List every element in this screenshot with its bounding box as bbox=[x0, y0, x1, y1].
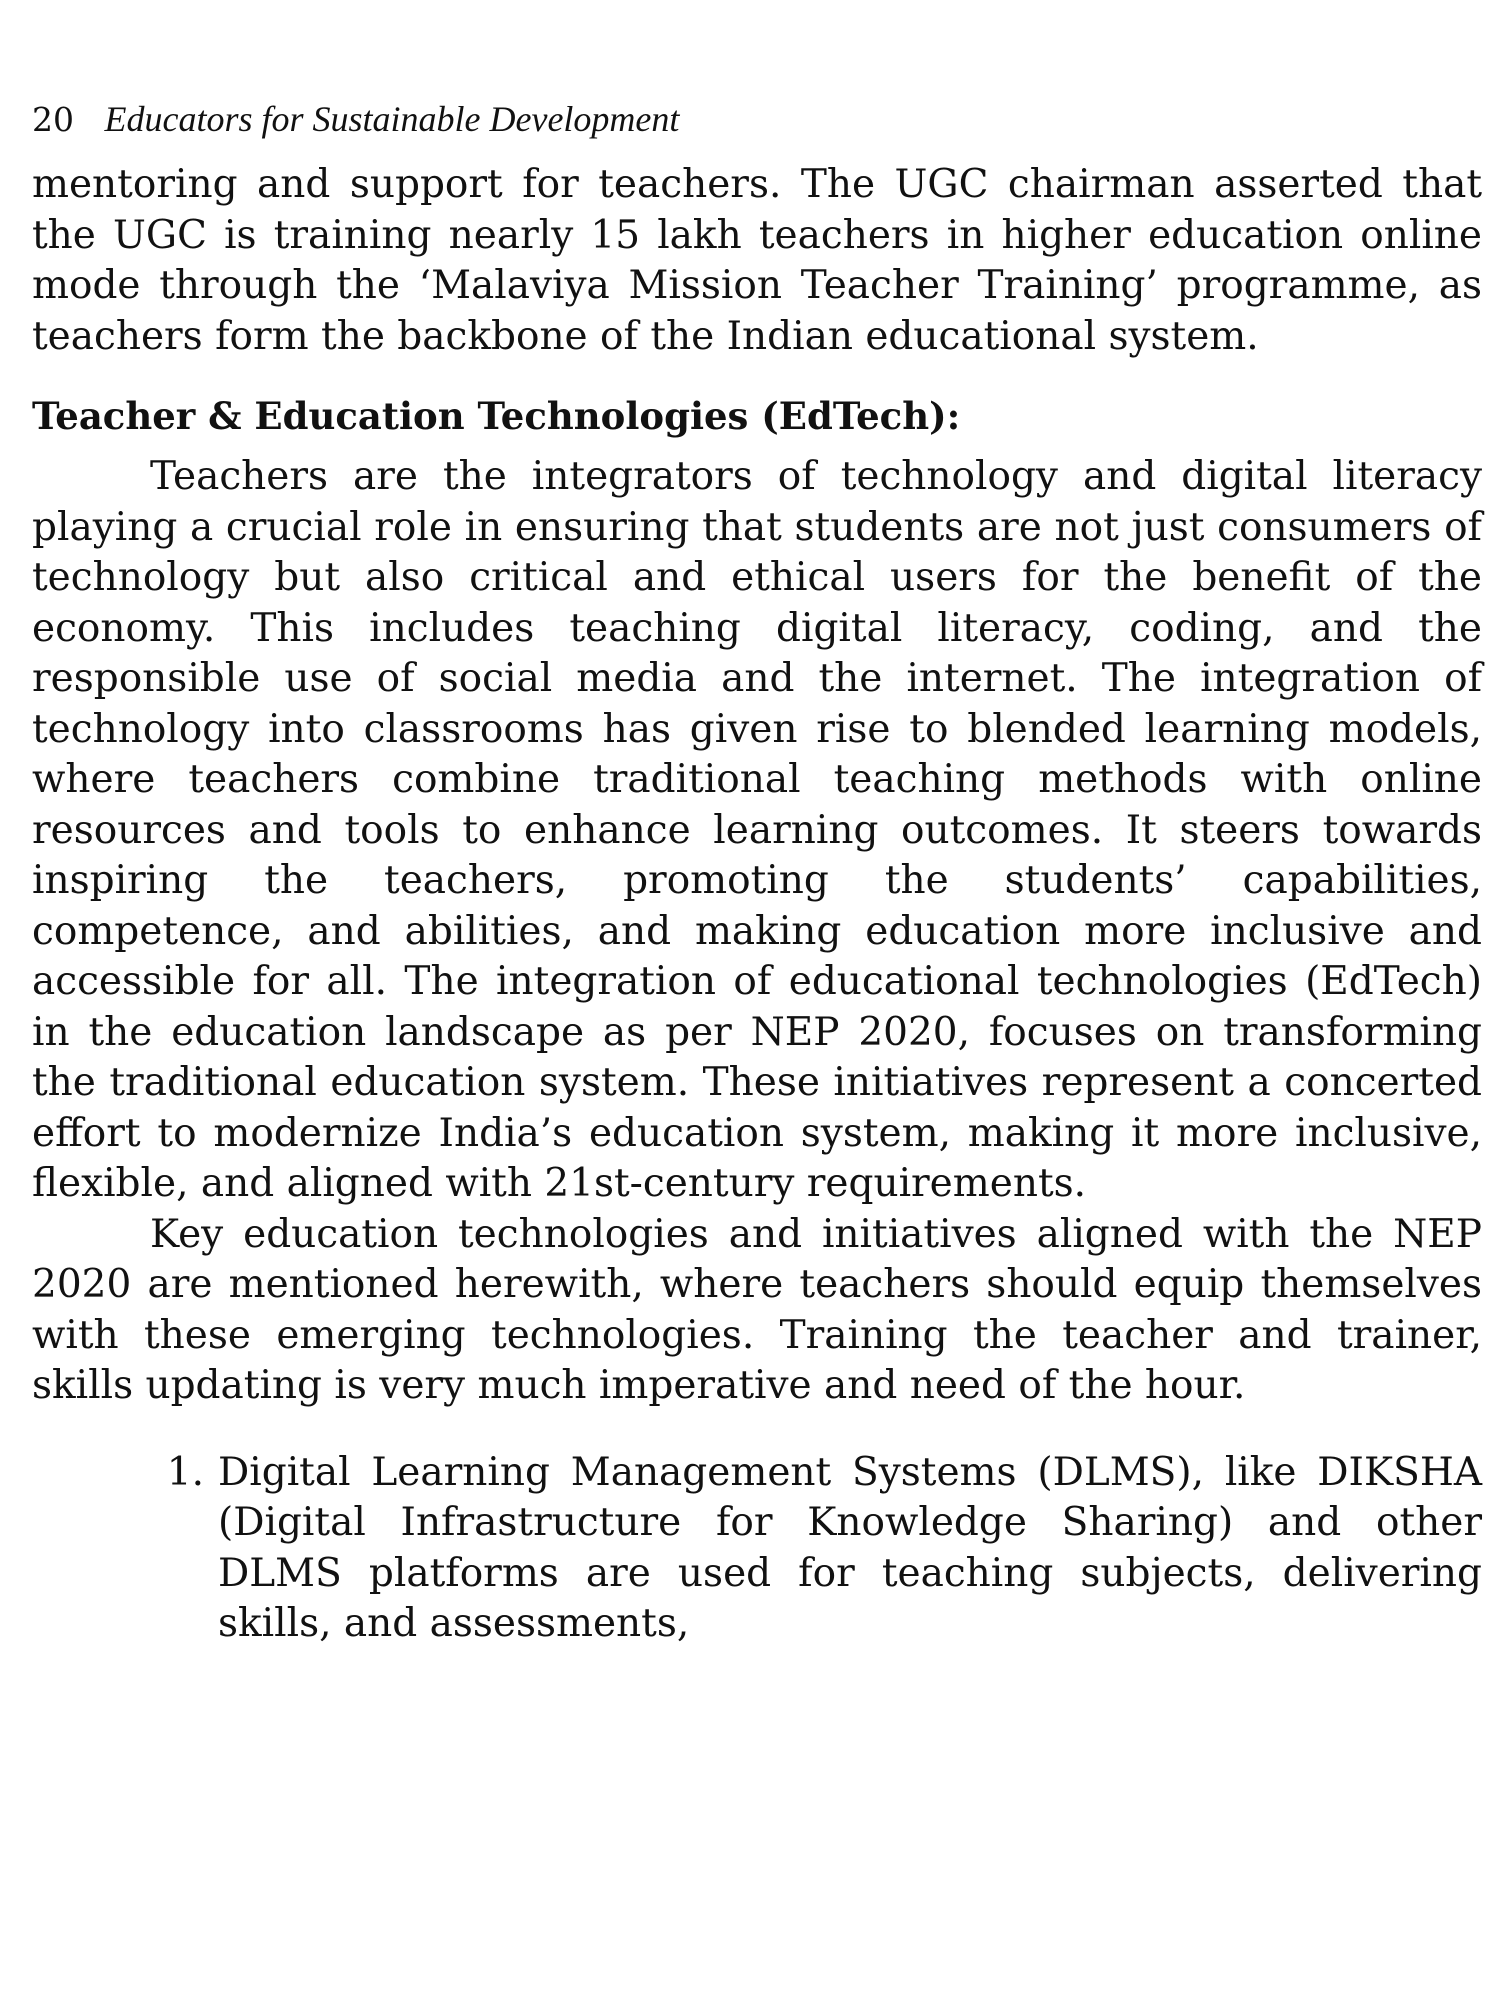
document-page bbox=[32, 95, 1482, 1650]
section-heading: Teacher & Education Technologies (EdTech): bbox=[32, 394, 961, 438]
page-number: 20 bbox=[32, 100, 74, 139]
technology-list bbox=[32, 1448, 1482, 1650]
list-item-number: 1. bbox=[166, 1449, 204, 1495]
book-title: Educators for Sustainable Development bbox=[104, 99, 680, 139]
running-header bbox=[32, 95, 1482, 144]
list-item bbox=[32, 1448, 1482, 1650]
list-item-text: Digital Learning Management Systems (DLMS), like DIKSHA (Digital Infrastructure for Knowledge Sharing) and other DLMS platforms are used for teaching subjects, delivering skills, and assessments, bbox=[218, 1449, 1482, 1646]
paragraph-mentoring: mentoring and support for teachers. The UGC chairman asserted that the UGC is training nearly 15 lakh teachers in higher education online mode through the ‘Malaviya Mission Teacher Training’ programme, as teachers form the backbone of the Indian educational system. bbox=[32, 162, 1482, 359]
paragraph-key-technologies: Key education technologies and initiatives aligned with the NEP 2020 are mentioned herewith, where teachers should equip themselves with these emerging technologies. Training the teacher and trainer, skills updating is very much imperative and need of the hour. bbox=[32, 1211, 1482, 1408]
paragraph-teachers-integrators: Teachers are the integrators of technology and digital literacy playing a crucial role in ensuring that students are not just consumers of technology but also critical and ethical users for the benefit of the economy. This includes teaching digital literacy, coding, and the responsible use of social media and the internet. The integration of technology into classrooms has given rise to blended learning models, where teachers combine traditional teaching methods with online resources and tools to enhance learning outcomes. It steers towards inspiring the teachers, promoting the students’ capabilities, competence, and abilities, and making education more inclusive and accessible for all. The integration of educational technologies (EdTech) in the education landscape as per NEP 2020, focuses on transforming the traditional education system. These initiatives represent a concerted effort to modernize India’s education system, making it more inclusive, flexible, and aligned with 21st-century requirements. bbox=[32, 454, 1482, 1206]
